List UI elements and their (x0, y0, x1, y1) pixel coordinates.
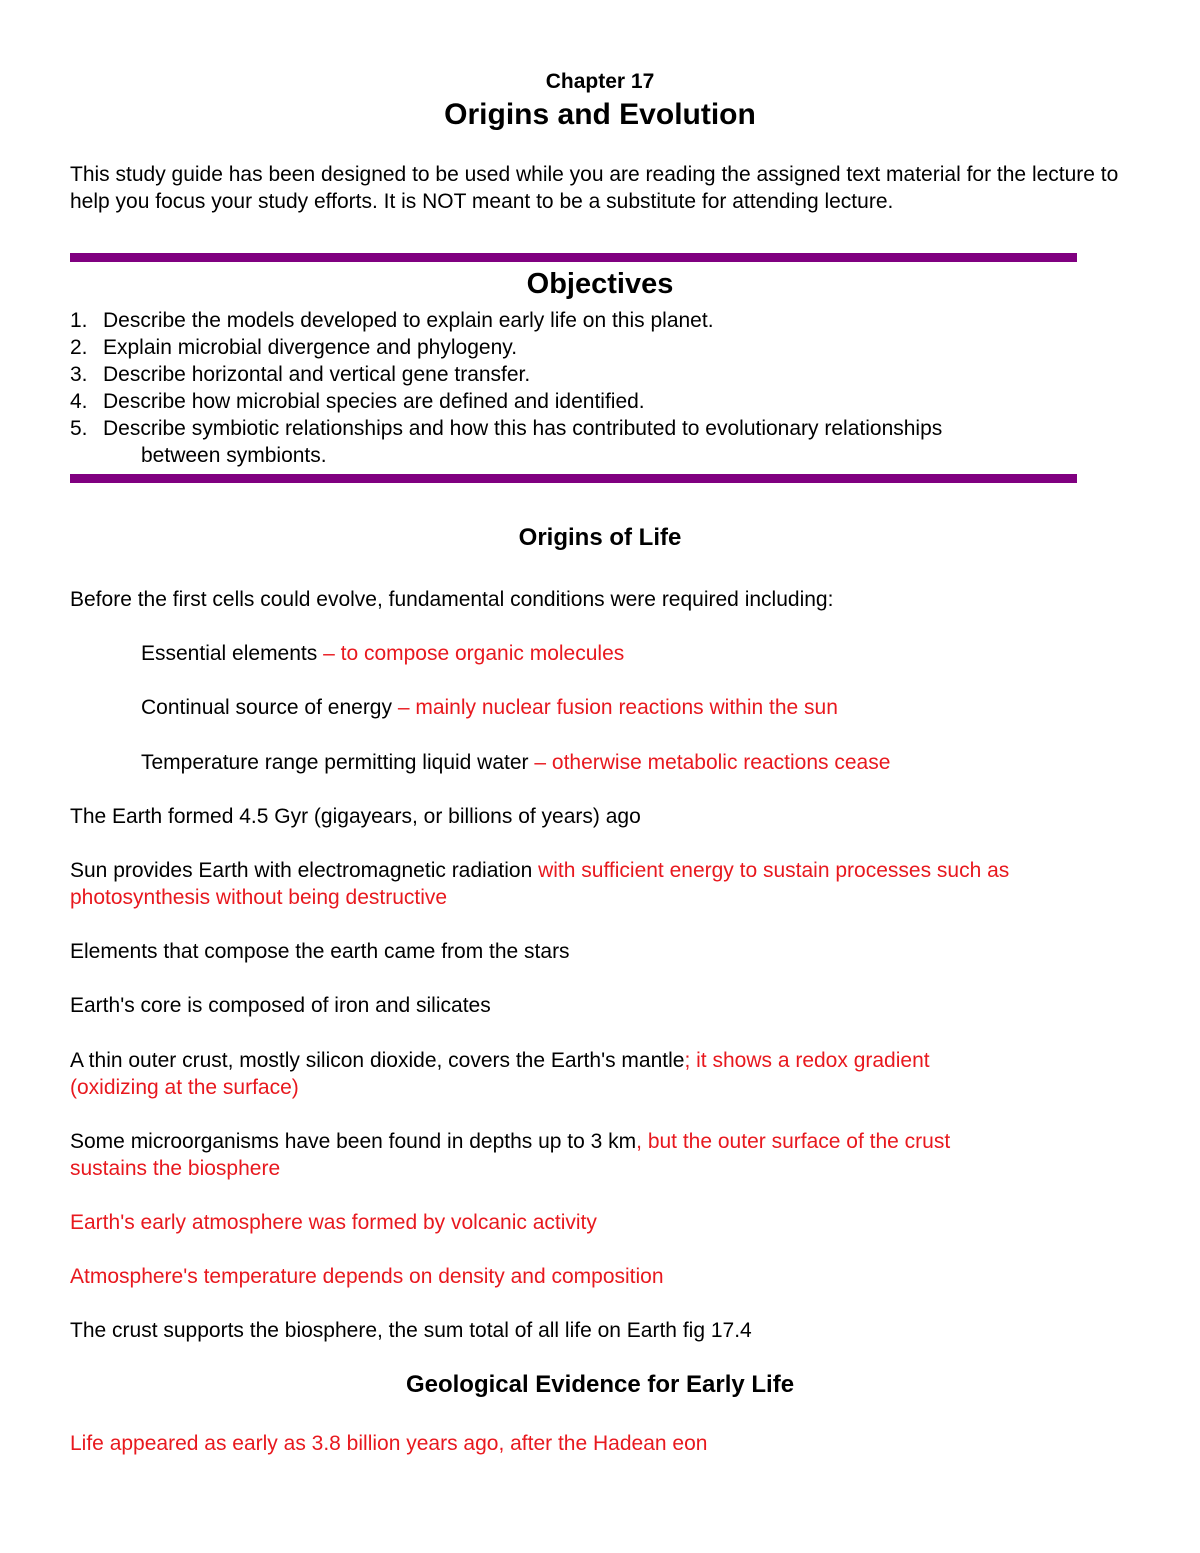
crust-note-continued: (oxidizing at the surface) (70, 1076, 299, 1099)
condition-note: – mainly nuclear fusion reactions within the sun (397, 696, 838, 719)
objective-number: 1. (70, 309, 88, 332)
microorganisms-paragraph (70, 1128, 1130, 1182)
objective-number: 5. (70, 417, 88, 440)
objective-text-continued: between symbionts. (141, 444, 327, 467)
objective-number: 2. (70, 336, 88, 359)
objective-text: Explain microbial divergence and phylogeny. (103, 336, 518, 359)
objective-number: 4. (70, 390, 88, 413)
condition-item (141, 640, 1131, 667)
biosphere-text: The crust supports the biosphere, the sum total of all life on Earth fig 17.4 (70, 1319, 752, 1342)
crust-note: ; it shows a redox gradient (684, 1049, 930, 1072)
core-text: Earth's core is composed of iron and silicates (70, 994, 491, 1017)
chapter-label: Chapter 17 (545, 70, 655, 93)
objective-text: Describe the models developed to explain early life on this planet. (103, 309, 714, 332)
condition-item (141, 749, 1131, 776)
section-divider (70, 253, 1077, 262)
crust-paragraph (70, 1047, 1130, 1101)
objective-text: Describe how microbial species are defined and identified. (103, 390, 645, 413)
objectives-heading: Objectives (526, 268, 674, 300)
atmosphere-temperature-text: Atmosphere's temperature depends on density and composition (70, 1265, 664, 1288)
geology-heading: Geological Evidence for Early Life (405, 1371, 795, 1398)
condition-item (141, 694, 1131, 721)
sun-note: with sufficient energy to sustain processes such as (538, 859, 1010, 882)
microorganisms-note: , but the outer surface of the crust (636, 1130, 951, 1153)
crust-text: A thin outer crust, mostly silicon dioxide, covers the Earth's mantle (70, 1049, 685, 1072)
condition-note: – otherwise metabolic reactions cease (534, 751, 891, 774)
origins-heading: Origins of Life (518, 524, 682, 551)
earth-formed-text: The Earth formed 4.5 Gyr (gigayears, or billions of years) ago (70, 805, 641, 828)
objective-text: Describe horizontal and vertical gene transfer. (103, 363, 531, 386)
section-divider (70, 474, 1077, 483)
sun-text: Sun provides Earth with electromagnetic radiation (70, 859, 539, 882)
origins-lead: Before the first cells could evolve, fundamental conditions were required including: (70, 588, 834, 611)
condition-label: Continual source of energy (141, 696, 398, 719)
objective-text: Describe symbiotic relationships and how this has contributed to evolutionary relationships (103, 417, 943, 440)
condition-label: Essential elements (141, 642, 324, 665)
condition-label: Temperature range permitting liquid water (141, 751, 535, 774)
objective-number: 3. (70, 363, 88, 386)
microorganisms-text: Some microorganisms have been found in depths up to 3 km (70, 1130, 637, 1153)
sun-note-continued: photosynthesis without being destructive (70, 886, 448, 909)
page-title: Origins and Evolution (444, 98, 756, 131)
intro-paragraph: This study guide has been designed to be used while you are reading the assigned text material for the lecture to help you focus your study efforts. It is NOT meant to be a substitute for attending lecture. (70, 163, 1119, 213)
condition-note: – to compose organic molecules (323, 642, 625, 665)
early-atmosphere-text: Earth's early atmosphere was formed by volcanic activity (70, 1211, 597, 1234)
early-life-text: Life appeared as early as 3.8 billion years ago, after the Hadean eon (70, 1432, 708, 1455)
elements-text: Elements that compose the earth came from the stars (70, 940, 570, 963)
sun-paragraph (70, 857, 1130, 911)
microorganisms-note-continued: sustains the biosphere (70, 1157, 281, 1180)
